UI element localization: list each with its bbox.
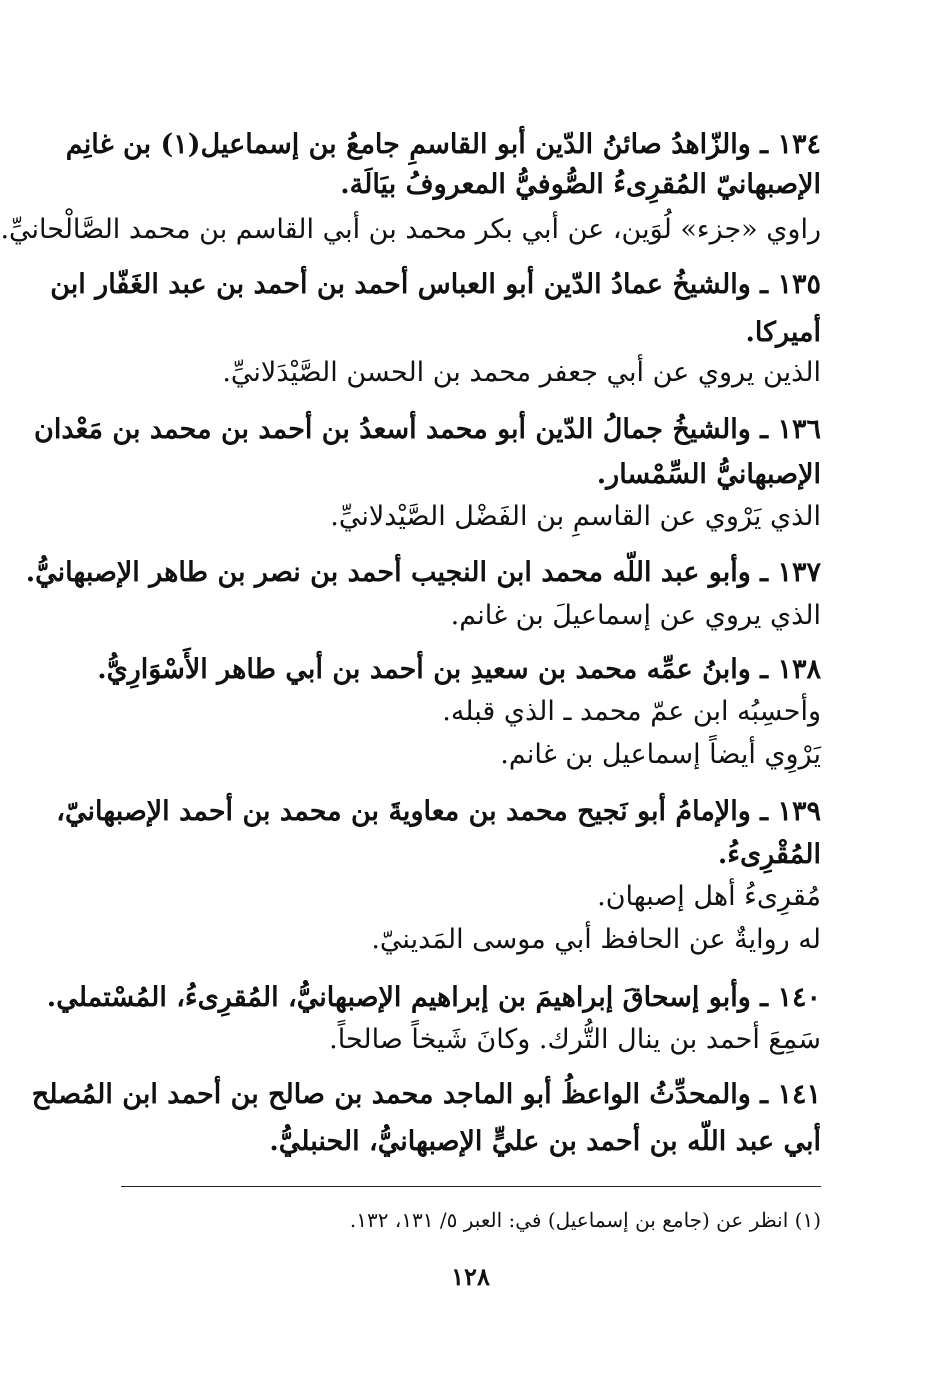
entry-135-title-line-2: أميركا. — [745, 317, 821, 348]
entry-139-body-line-1: مُقرِىءُ أهل إصبهان. — [597, 881, 821, 912]
entry-139-body-line-2: له روايةٌ عن الحافظ أبي موسى المَدينيّ. — [371, 924, 821, 955]
entry-135-body-line-1: الذين يروي عن أبي جعفر محمد بن الحسن الصَّيْدَلانيِّ. — [222, 357, 821, 388]
entry-135-title-line-1: ١٣٥ ـ والشيخُ عمادُ الدّين أبو العباس أحمد بن أحمد بن عبد الغَفّار ابن — [50, 269, 821, 300]
entry-134-title-line-1: ١٣٤ ـ والزّاهدُ صائنُ الدّين أبو القاسمِ جامعُ بن إسماعيل(١) بن غانِم — [65, 129, 821, 160]
entry-138-body-line-1: وأحسِبُه ابن عمّ محمد ـ الذي قبله. — [442, 696, 821, 727]
footnote-1: (١) انظر عن (جامع بن إسماعيل) في: العبر ٥/ ١٣١، ١٣٢. — [349, 1208, 821, 1232]
entry-136-title-line-2: الإصبهانيُّ السِّمْسار. — [596, 459, 821, 490]
entry-140-body-line-1: سَمِعَ أحمد بن ينال التُّرك. وكانَ شَيخاً صالحاً. — [329, 1024, 821, 1055]
entry-138-body-line-2: يَرْوِي أيضاً إسماعيل بن غانم. — [500, 739, 821, 770]
entry-139-title-line-2: المُقْرِىءُ. — [717, 839, 821, 870]
entry-141-title-line-2: أبي عبد اللّه بن أحمد بن عليٍّ الإصبهانيُّ، الحنبليُّ. — [269, 1126, 821, 1157]
footnote-separator — [121, 1186, 821, 1187]
entry-138-title-line-1: ١٣٨ ـ وابنُ عمِّه محمد بن سعيدِ بن أحمد بن أبي طاهر الأَسْوَارِيُّ. — [97, 654, 821, 685]
page-number: ١٢٨ — [451, 1262, 490, 1291]
entry-136-title-line-1: ١٣٦ ـ والشيخُ جمالُ الدّين أبو محمد أسعدُ بن أحمد بن محمد بن مَعْدان — [34, 414, 821, 445]
entry-139-title-line-1: ١٣٩ ـ والإمامُ أبو نَجيح محمد بن معاويةَ بن محمد بن أحمد الإصبهانيّ، — [56, 796, 821, 827]
entry-136-body-line-1: الذي يَرْوي عن القاسمِ بن الفَضْل الصَّيْدلانيِّ. — [330, 501, 821, 532]
entry-141-title-line-1: ١٤١ ـ والمحدِّثُ الواعظُ أبو الماجد محمد بن صالح بن أحمد ابن المُصلح — [31, 1079, 821, 1110]
entry-140-title-line-1: ١٤٠ ـ وأبو إسحاقَ إبراهيمَ بن إبراهيم الإصبهانيُّ، المُقرِىءُ، المُسْتملي. — [46, 982, 821, 1013]
entry-137-title-line-1: ١٣٧ ـ وأبو عبد اللّه محمد ابن النجيب أحمد بن نصر بن طاهر الإصبهانيُّ. — [25, 557, 821, 588]
entry-137-body-line-1: الذي يروي عن إسماعيلَ بن غانم. — [450, 600, 821, 631]
entry-134-body-line-1: راوي «جزء» لُوَين، عن أبي بكر محمد بن أبي القاسم بن محمد الصَّالْحانيِّ. — [0, 214, 821, 245]
entry-134-title-line-2: الإصبهانيّ المُقرِىءُ الصُّوفيُّ المعروفُ بيَالَة. — [340, 169, 821, 200]
